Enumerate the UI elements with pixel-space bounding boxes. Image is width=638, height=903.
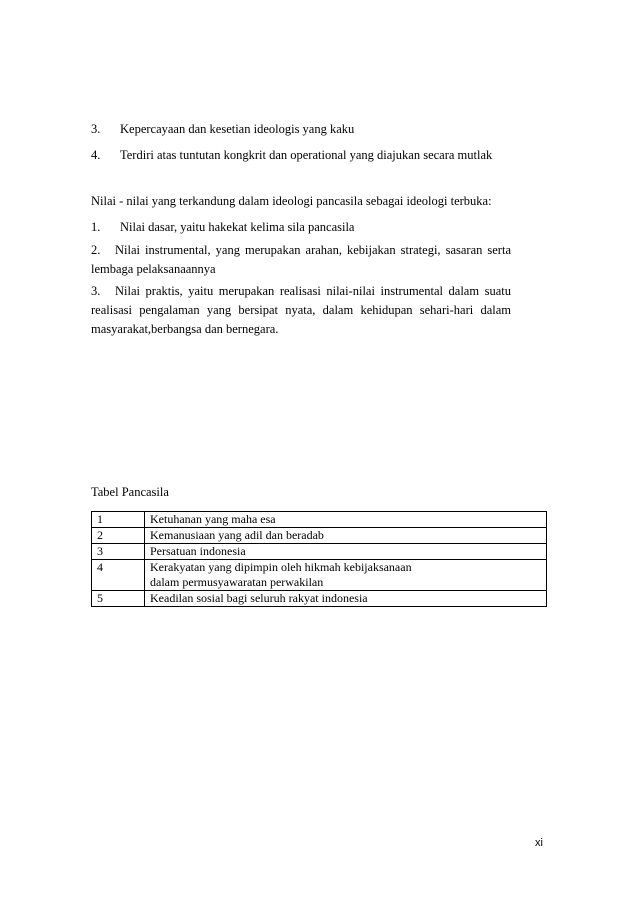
table-caption: Tabel Pancasila (91, 485, 169, 499)
value-item-text: Nilai instrumental, yang merupakan arahan, kebijakan strategi, sasaran serta lembaga pelaksanaannya (91, 243, 511, 276)
table-cell-number: 3 (92, 544, 145, 560)
table-cell-sila: Kerakyatan yang dipimpin oleh hikmah kebijaksanaan dalam permusyawaratan perwakilan (145, 560, 547, 591)
list-item-text: Kepercayaan dan kesetian ideologis yang kaku (120, 122, 355, 136)
list-item-number: 3. (91, 122, 101, 136)
intro-text: Nilai - nilai yang terkandung dalam ideologi pancasila sebagai ideologi terbuka: (91, 194, 492, 208)
value-item-paragraph (91, 282, 511, 339)
value-item-paragraph (91, 241, 511, 279)
value-item-number: 1. (91, 220, 101, 234)
table-row (92, 591, 547, 607)
value-item-text: Nilai dasar, yaitu hakekat kelima sila pancasila (120, 220, 355, 234)
value-item-text: Nilai praktis, yaitu merupakan realisasi nilai-nilai instrumental dalam suatu realisasi pengalaman yang bersipat nyata, dalam kehidupan sehari-hari dalam masyarakat,berbangsa dan bernegara. (91, 284, 511, 336)
table-cell-number: 5 (92, 591, 145, 607)
pancasila-table (91, 511, 547, 607)
value-item-number: 2. (91, 243, 101, 257)
table-cell-number: 2 (92, 528, 145, 544)
page-number: xi (535, 837, 543, 849)
table-cell-sila: Ketuhanan yang maha esa (145, 512, 547, 528)
list-item-text: Terdiri atas tuntutan kongkrit dan operational yang diajukan secara mutlak (120, 148, 493, 162)
value-item-number: 3. (91, 284, 101, 298)
table-cell-sila: Persatuan indonesia (145, 544, 547, 560)
table-row (92, 528, 547, 544)
table-cell-sila: Kemanusiaan yang adil dan beradab (145, 528, 547, 544)
table-cell-number: 1 (92, 512, 145, 528)
table-cell-number: 4 (92, 560, 145, 591)
list-item-number: 4. (91, 148, 101, 162)
table-row (92, 560, 547, 591)
table-row (92, 512, 547, 528)
table-row (92, 544, 547, 560)
table-cell-sila: Keadilan sosial bagi seluruh rakyat indonesia (145, 591, 547, 607)
